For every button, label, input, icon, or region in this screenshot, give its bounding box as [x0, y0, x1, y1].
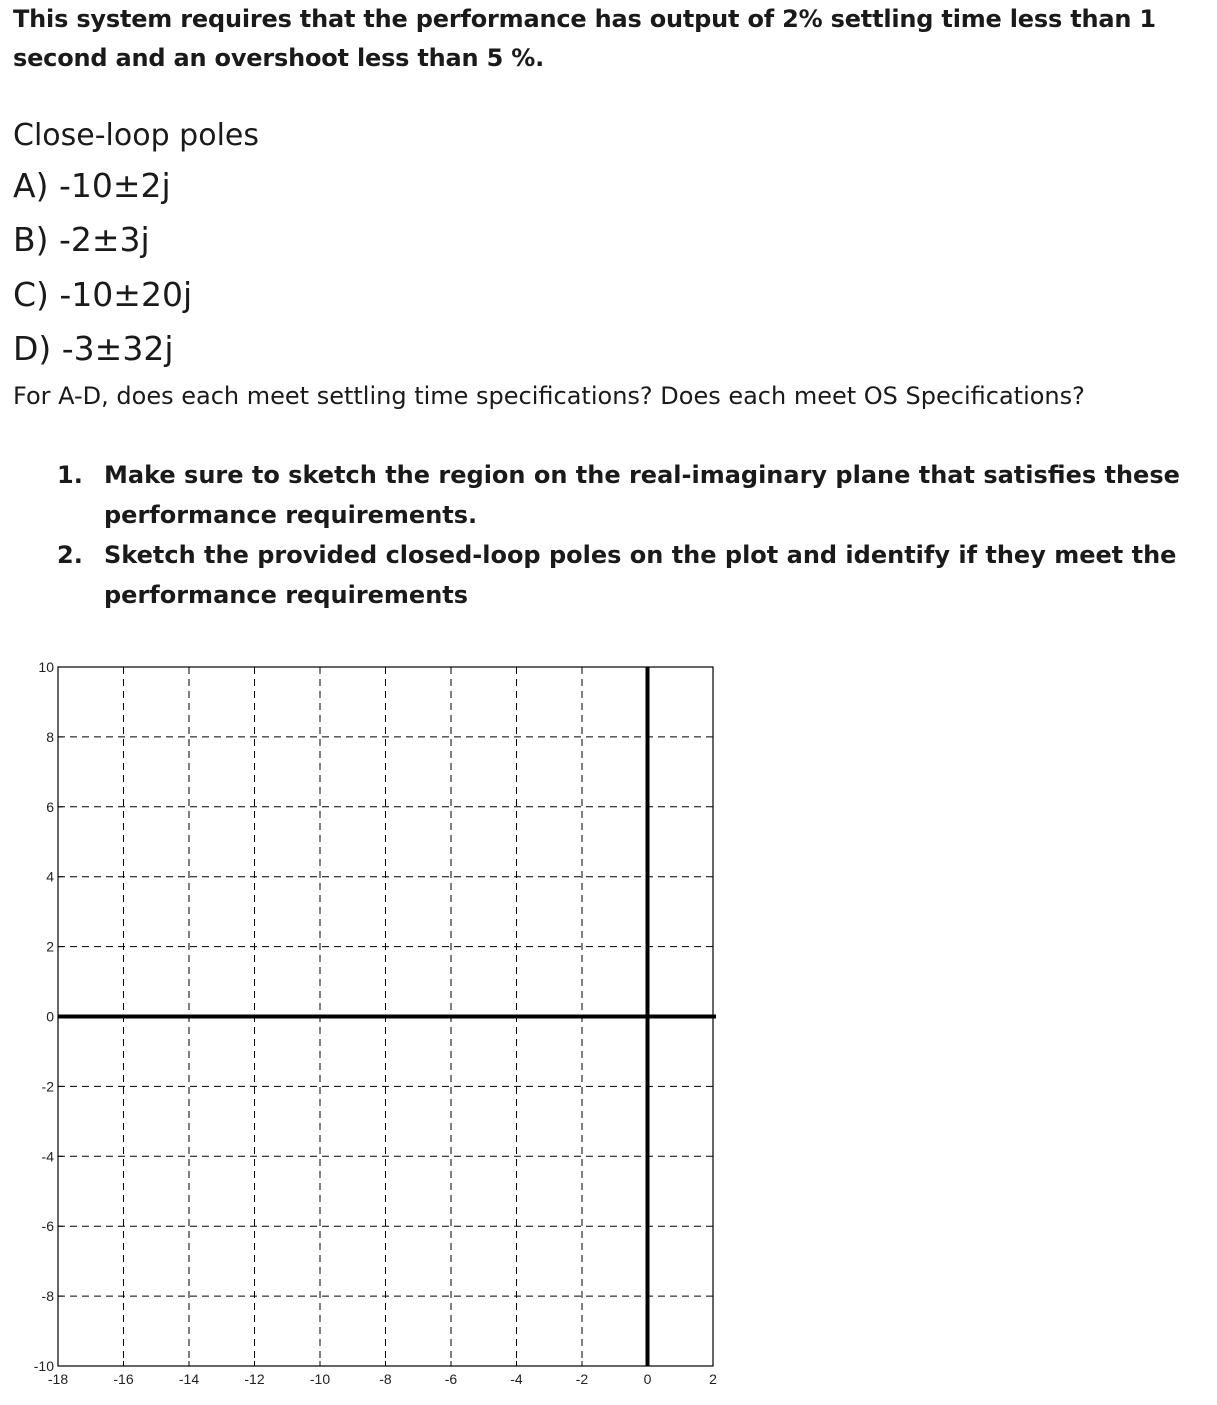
- y-tick-label: 6: [46, 798, 54, 815]
- pole-option-b: B) -2±3j: [13, 220, 150, 259]
- x-tick-label: -2: [575, 1371, 589, 1387]
- x-tick-label: -12: [244, 1371, 265, 1387]
- requirements-text: This system requires that the performance has output of 2% settling time less than 1 second and an overshoot less than 5 %.: [13, 5, 1156, 72]
- y-tick-label: -6: [41, 1218, 54, 1235]
- y-tick-label: -2: [41, 1078, 54, 1095]
- x-tick-label: -4: [510, 1371, 523, 1387]
- x-tick-label: -8: [379, 1371, 392, 1387]
- pole-option-c: C) -10±20j: [13, 275, 193, 314]
- instruction-number: 2.: [57, 541, 83, 569]
- x-tick-label: 0: [643, 1371, 652, 1387]
- y-tick-label: 8: [46, 728, 54, 745]
- y-tick-label: -4: [41, 1148, 54, 1165]
- instruction-item: [57, 455, 1187, 535]
- question-text: For A-D, does each meet settling time specifications? Does each meet OS Specifications?: [13, 382, 1085, 410]
- instruction-text: Sketch the provided closed-loop poles on the plot and identify if they meet the performance requirements: [104, 541, 1177, 609]
- s-plane-plot[interactable]: [0, 648, 760, 1400]
- instruction-item: [57, 535, 1187, 615]
- instruction-list: [57, 455, 1187, 615]
- instruction-number: 1.: [57, 461, 83, 489]
- y-tick-label: -8: [41, 1288, 54, 1305]
- pole-option-a: A) -10±2j: [13, 166, 171, 205]
- axes: [58, 667, 716, 1366]
- x-tick-label: -14: [178, 1371, 200, 1387]
- y-tick-label: -10: [33, 1358, 54, 1374]
- x-tick-label: -18: [47, 1371, 69, 1387]
- x-tick-label: 2: [709, 1371, 717, 1387]
- tick-labels: [34, 659, 717, 1387]
- poles-heading: Close-loop poles: [13, 118, 259, 153]
- y-tick-label: 0: [46, 1008, 54, 1025]
- x-tick-label: -10: [309, 1371, 331, 1387]
- y-tick-label: 2: [46, 938, 54, 955]
- y-tick-label: 10: [38, 659, 54, 675]
- instruction-text: Make sure to sketch the region on the real-imaginary plane that satisfies these performance requirements.: [104, 461, 1180, 529]
- y-tick-label: 4: [46, 868, 54, 885]
- x-tick-label: -6: [444, 1371, 458, 1387]
- x-tick-label: -16: [113, 1371, 134, 1387]
- pole-option-d: D) -3±32j: [13, 329, 174, 368]
